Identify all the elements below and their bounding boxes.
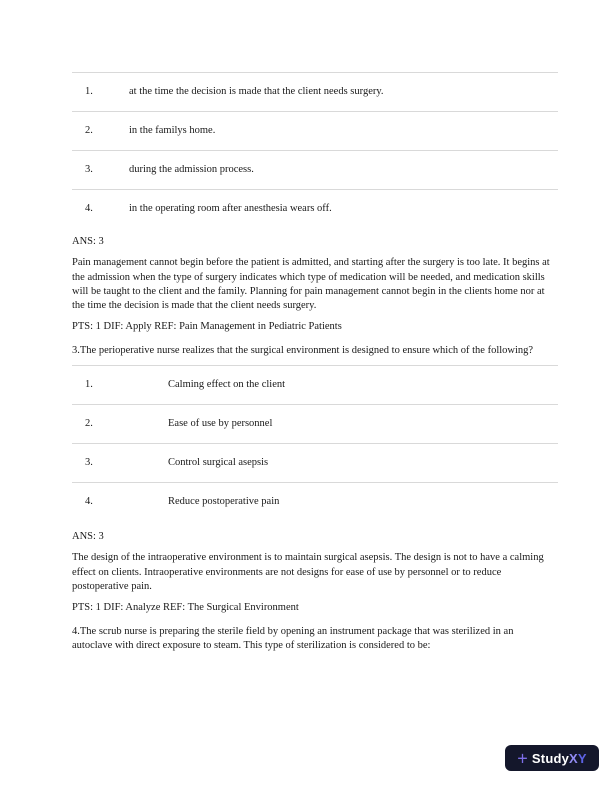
rationale-paragraph: The design of the intraoperative environment is to maintain surgical asepsis. The design is not to have a calming effect on clients. Intraoperative environments are not designs for ease of use by personnel or to reduce postoperative pain. bbox=[72, 552, 544, 592]
option-text: Calming effect on the client bbox=[168, 378, 286, 390]
option-number: 4. bbox=[85, 202, 93, 214]
question-meta-line: PTS: 1 DIF: Analyze REF: The Surgical Environment bbox=[72, 602, 299, 614]
question2-options-table bbox=[72, 72, 558, 228]
question3-options-table bbox=[72, 365, 558, 521]
option-number: 2. bbox=[85, 124, 93, 136]
option-row bbox=[72, 111, 558, 150]
option-text: in the familys home. bbox=[129, 124, 216, 136]
option-number: 1. bbox=[85, 85, 93, 97]
plus-icon: + bbox=[517, 747, 528, 769]
question4-stem: 4.The scrub nurse is preparing the sterile field by opening an instrument package that was sterilized in an autoclave with direct exposure to steam. This type of sterilization is considered to be: bbox=[72, 625, 514, 651]
answer-line: ANS: 3 bbox=[72, 531, 104, 543]
question-meta-line: PTS: 1 DIF: Apply REF: Pain Management in Pediatric Patients bbox=[72, 321, 342, 333]
option-number: 3. bbox=[85, 163, 93, 175]
option-row bbox=[72, 443, 558, 482]
answer-line: ANS: 3 bbox=[72, 236, 104, 247]
logo-brand-text: Study bbox=[531, 750, 570, 766]
option-text: Ease of use by personnel bbox=[168, 417, 273, 429]
option-number: 1. bbox=[85, 378, 93, 390]
question3-stem: 3.The perioperative nurse realizes that the surgical environment is designed to ensure which of the following? bbox=[72, 344, 534, 356]
rationale-paragraph: Pain management cannot begin before the patient is admitted, and starting after the surgery is too late. It begins at the admission when the type of surgery indicates which type of medication will be needed, and medication skills will be taught to the client and the family. Planning for pain management cannot begin in the clients home nor at the time the decision is made that the client needs surgery. bbox=[72, 257, 550, 312]
document-content bbox=[72, 72, 558, 660]
option-row bbox=[72, 365, 558, 404]
logo-brand-y: Y bbox=[577, 750, 587, 766]
option-text: Reduce postoperative pain bbox=[168, 495, 280, 507]
option-number: 4. bbox=[85, 495, 93, 507]
option-row bbox=[72, 404, 558, 443]
logo-brand-x: X bbox=[569, 750, 578, 766]
option-number: 3. bbox=[85, 456, 93, 468]
option-row bbox=[72, 150, 558, 189]
studyxy-logo bbox=[505, 745, 599, 771]
option-text: during the admission process. bbox=[129, 163, 254, 175]
option-row bbox=[72, 72, 558, 111]
option-row bbox=[72, 189, 558, 228]
option-text: at the time the decision is made that the client needs surgery. bbox=[129, 85, 384, 97]
option-text: in the operating room after anesthesia wears off. bbox=[129, 202, 332, 214]
option-number: 2. bbox=[85, 417, 93, 429]
option-text: Control surgical asepsis bbox=[168, 456, 269, 468]
option-row bbox=[72, 482, 558, 521]
